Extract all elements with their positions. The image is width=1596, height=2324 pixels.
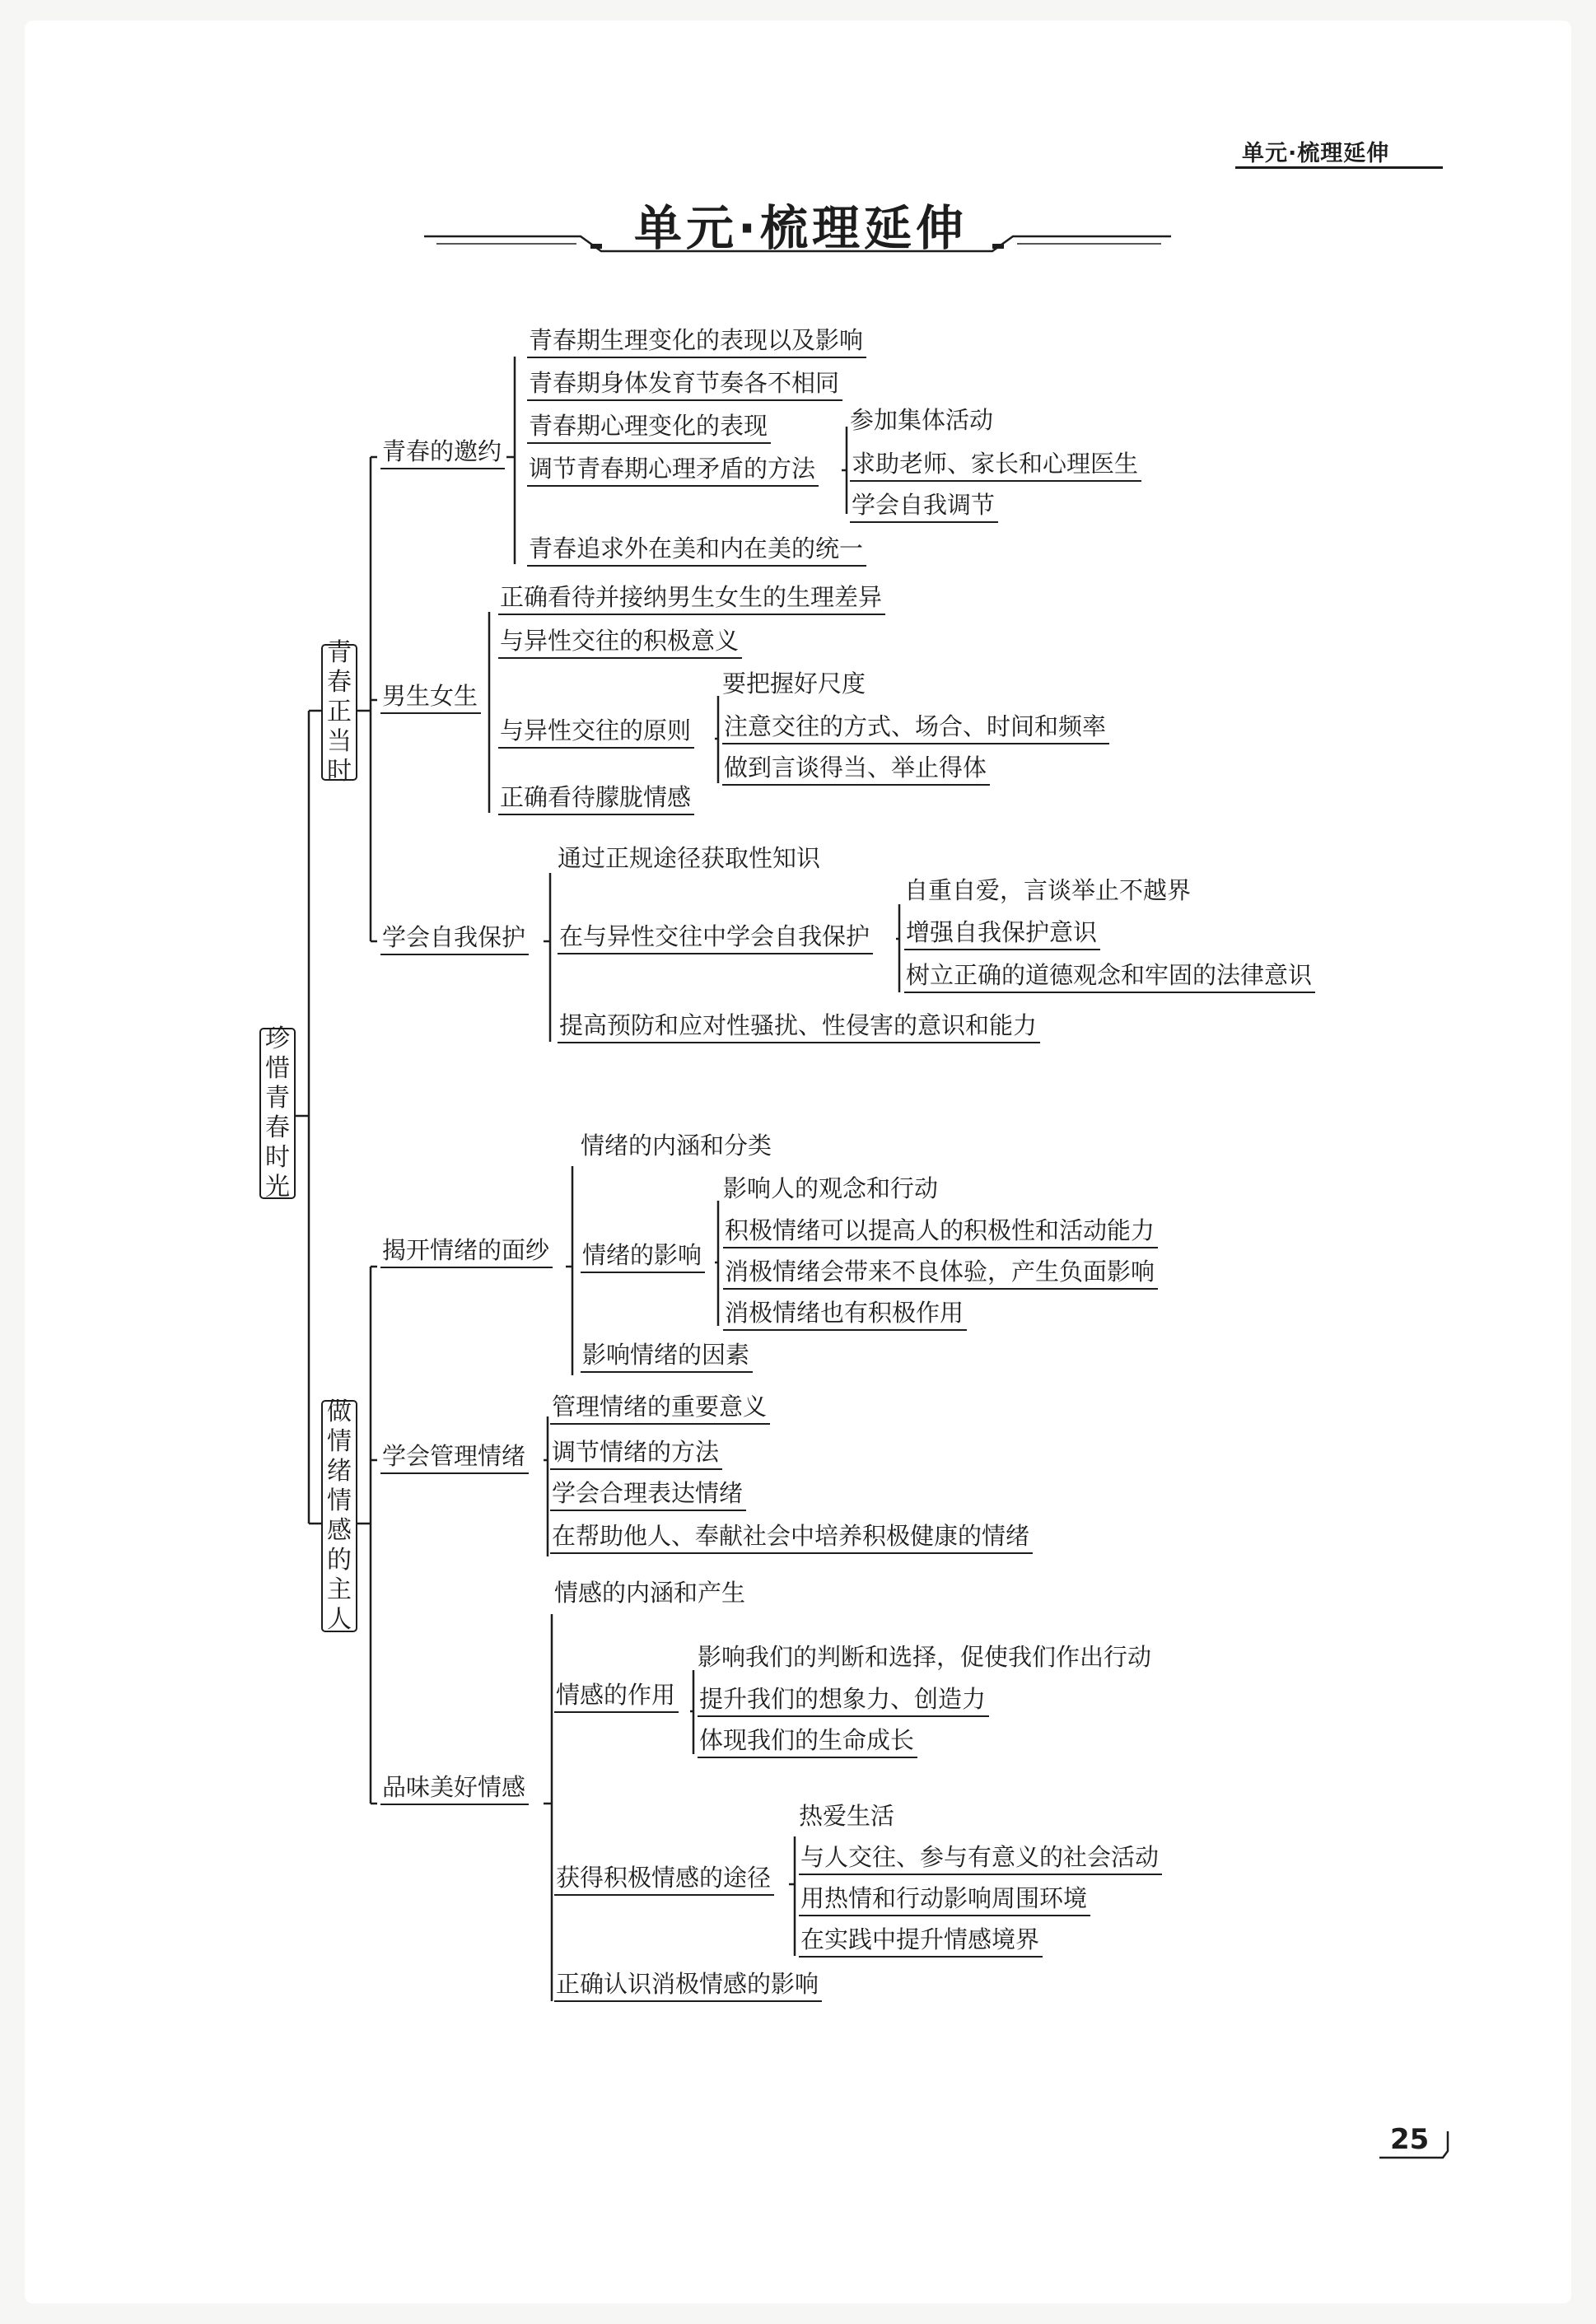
leaf-node: 提升我们的想象力、创造力	[698, 1684, 989, 1717]
leaf-node: 调节青春期心理矛盾的方法	[527, 454, 819, 487]
leaf-node: 用热情和行动影响周围环境	[799, 1883, 1090, 1916]
leaf-node: 影响情绪的因素	[581, 1340, 753, 1373]
leaf-node: 正确看待朦胧情感	[498, 782, 694, 815]
leaf-node: 在与异性交往中学会自我保护	[558, 922, 873, 954]
leaf-node: 增强自我保护意识	[904, 917, 1100, 950]
leaf-node: 青春期身体发育节奏各不相同	[527, 368, 842, 401]
section-node: 学会自我保护	[380, 922, 529, 955]
topic-label: 做 情 绪 情 感 的 主 人	[327, 1398, 352, 1634]
leaf-node: 情感的作用	[554, 1680, 679, 1713]
topic-label: 青 春 正 当 时	[327, 638, 352, 786]
leaf-node: 学会合理表达情绪	[550, 1478, 746, 1511]
leaf-node: 正确认识消极情感的影响	[554, 1969, 822, 2002]
leaf-node: 青春期生理变化的表现以及影响	[527, 325, 866, 358]
leaf-node: 正确看待并接纳男生女生的生理差异	[498, 582, 885, 615]
leaf-node: 与异性交往的积极意义	[498, 626, 742, 659]
section-node: 揭开情绪的面纱	[380, 1235, 553, 1268]
leaf-node: 在帮助他人、奉献社会中培养积极健康的情绪	[550, 1521, 1033, 1554]
topic-node-emotion	[321, 1400, 357, 1632]
leaf-node: 参加集体活动	[850, 406, 994, 434]
leaf-node: 影响人的观念和行动	[723, 1174, 939, 1202]
leaf-node: 调节情绪的方法	[550, 1437, 722, 1470]
topic-node-youth	[321, 638, 357, 786]
leaf-node: 积极情绪可以提高人的积极性和活动能力	[723, 1216, 1158, 1248]
leaf-node: 获得积极情感的途径	[554, 1863, 774, 1896]
leaf-node: 管理情绪的重要意义	[550, 1392, 770, 1425]
root-label: 珍 惜 青 春 时 光	[265, 1024, 290, 1202]
leaf-node: 体现我们的生命成长	[698, 1725, 917, 1758]
leaf-node: 自重自爱，言谈举止不越界	[904, 876, 1192, 904]
page-number: 25	[1390, 2123, 1430, 2156]
leaf-node: 青春期心理变化的表现	[527, 411, 771, 444]
root-node	[259, 1024, 296, 1202]
leaf-node: 情绪的影响	[581, 1240, 705, 1273]
leaf-node: 求助老师、家长和心理医生	[850, 449, 1141, 482]
leaf-node: 提高预防和应对性骚扰、性侵害的意识和能力	[558, 1010, 1040, 1043]
leaf-node: 消极情绪也有积极作用	[723, 1298, 967, 1331]
leaf-node: 做到言谈得当、举止得体	[722, 753, 990, 786]
leaf-node: 与人交往、参与有意义的社会活动	[799, 1842, 1162, 1875]
leaf-node: 注意交往的方式、场合、时间和频率	[722, 712, 1109, 744]
leaf-node: 影响我们的判断和选择，促使我们作出行动	[698, 1643, 1152, 1671]
section-node: 学会管理情绪	[380, 1441, 529, 1474]
leaf-node: 情感的内涵和产生	[554, 1579, 746, 1607]
leaf-node: 在实践中提升情感境界	[799, 1925, 1043, 1958]
leaf-node: 情绪的内涵和分类	[581, 1132, 772, 1160]
section-node: 品味美好情感	[380, 1772, 529, 1805]
leaf-node: 热爱生活	[799, 1802, 895, 1830]
leaf-node: 消极情绪会带来不良体验，产生负面影响	[723, 1257, 1158, 1290]
leaf-node: 青春追求外在美和内在美的统一	[527, 534, 866, 567]
section-node: 青春的邀约	[380, 436, 505, 469]
leaf-node: 通过正规途径获取性知识	[558, 844, 821, 872]
leaf-node: 树立正确的道德观念和牢固的法律意识	[904, 960, 1315, 993]
page-title: 单元·梳理延伸	[634, 200, 968, 256]
leaf-node: 学会自我调节	[850, 490, 998, 523]
section-node: 男生女生	[380, 681, 481, 714]
corner-header-label: 单元·梳理延伸	[1242, 141, 1390, 166]
leaf-node: 与异性交往的原则	[498, 716, 694, 749]
leaf-node: 要把握好尺度	[722, 670, 866, 698]
